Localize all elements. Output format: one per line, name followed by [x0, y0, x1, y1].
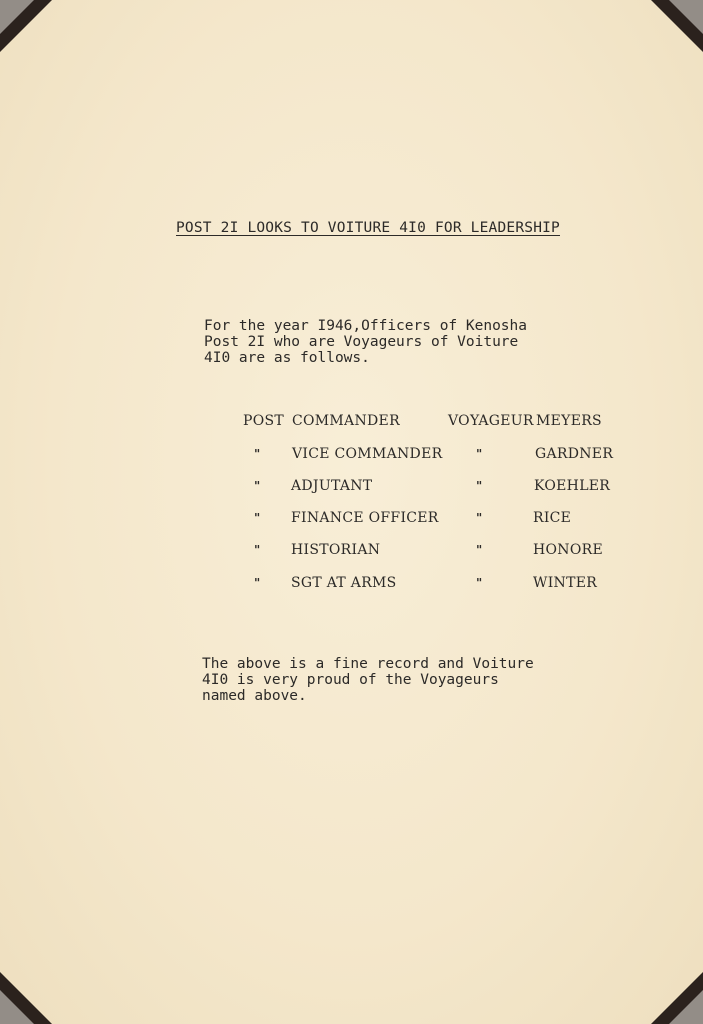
intro-paragraph [204, 318, 624, 366]
ditto-mark: " [254, 479, 261, 493]
intro-line: Post 2I who are Voyageurs of Voiture [204, 334, 519, 350]
roster-name: GARDNER [535, 446, 614, 462]
roster-prefix: POST [243, 413, 285, 429]
roster-name: HONORE [533, 542, 603, 558]
ditto-mark: " [476, 543, 483, 557]
roster-office: SGT AT ARMS [291, 575, 397, 591]
ditto-mark: " [476, 447, 483, 461]
closing-paragraph [202, 656, 622, 704]
photo-corner-bottom-right [651, 972, 703, 1024]
ditto-mark: " [476, 479, 483, 493]
ditto-mark: " [254, 543, 261, 557]
roster-office: VICE COMMANDER [292, 446, 443, 462]
roster-name: WINTER [533, 575, 598, 591]
roster-office: COMMANDER [292, 413, 400, 429]
closing-line: named above. [202, 688, 307, 704]
roster-office: FINANCE OFFICER [291, 510, 439, 526]
roster-office: ADJUTANT [291, 478, 373, 494]
roster-office: HISTORIAN [291, 542, 381, 558]
intro-line: 4I0 are as follows. [204, 350, 370, 366]
closing-line: 4I0 is very proud of the Voyageurs [202, 672, 499, 688]
roster-title: VOYAGEUR [448, 413, 534, 429]
ditto-mark: " [476, 511, 483, 525]
closing-line: The above is a fine record and Voiture [202, 656, 534, 672]
photo-corner-top-left [0, 0, 52, 52]
intro-line: For the year I946,Officers of Kenosha [204, 318, 528, 334]
roster-name: KOEHLER [534, 478, 611, 494]
roster-name: MEYERS [536, 413, 602, 429]
ditto-mark: " [254, 511, 261, 525]
ditto-mark: " [476, 576, 483, 590]
roster-name: RICE [533, 510, 572, 526]
photo-corner-top-right [651, 0, 703, 52]
ditto-mark: " [254, 576, 261, 590]
document-title: POST 2I LOOKS TO VOITURE 4I0 FOR LEADERSHIP [176, 220, 560, 236]
ditto-mark: " [254, 447, 261, 461]
photo-corner-bottom-left [0, 972, 52, 1024]
